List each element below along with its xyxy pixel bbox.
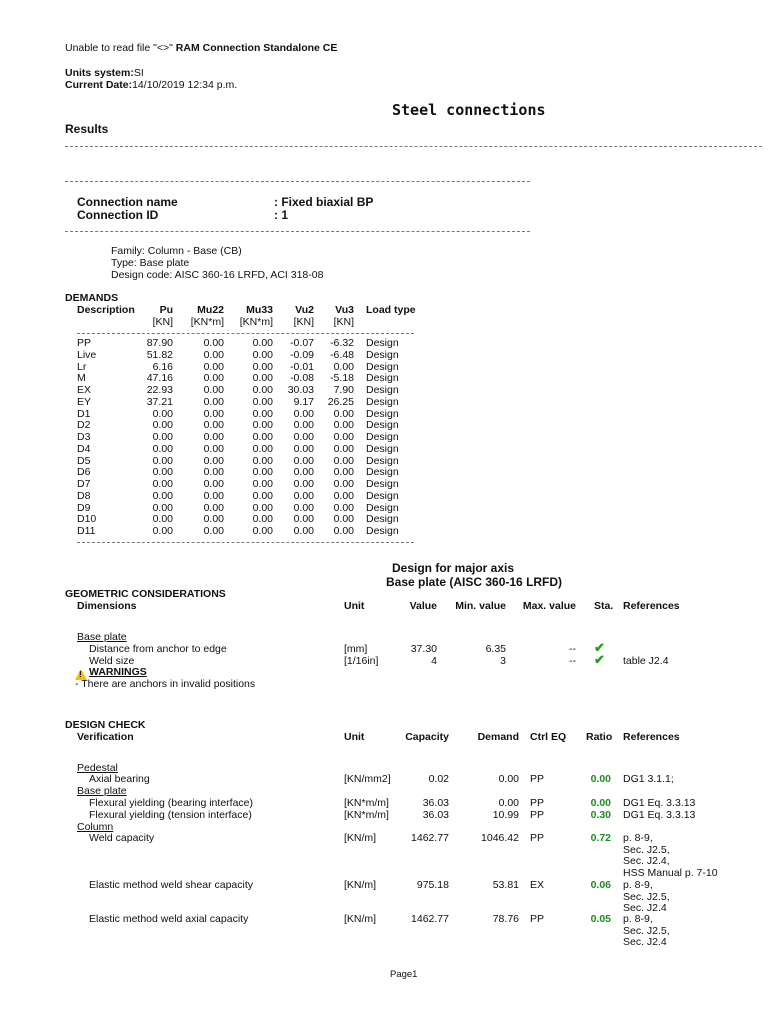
chk-col-demand: Demand: [477, 731, 519, 743]
demand-mu22: 0.00: [203, 454, 224, 467]
demand-vu2: -0.07: [290, 337, 314, 349]
app-name: RAM Connection Standalone CE: [175, 42, 338, 54]
demand-vu2: 0.00: [293, 513, 314, 526]
check-row-demand: 0.00: [498, 773, 519, 785]
divider: [65, 146, 762, 147]
demand-load-type: Design: [366, 348, 399, 361]
chk-col-ctrl-eq: Ctrl EQ: [530, 731, 567, 743]
geo-row-unit: [1/16in]: [344, 655, 379, 667]
demand-mu33: 0.00: [252, 407, 273, 420]
demand-vu2: -0.01: [290, 360, 314, 373]
demand-description: D9: [77, 501, 91, 514]
check-row-unit: [KN*m/m]: [344, 797, 389, 809]
check-row-label: Flexural yielding (tension interface): [89, 809, 252, 821]
demand-pu: 0.00: [152, 431, 173, 443]
check-row-capacity: 36.03: [422, 809, 449, 821]
demand-vu2: 0.00: [293, 442, 314, 455]
demand-vu3: 0.00: [333, 466, 354, 479]
demand-vu3: 0.00: [333, 525, 354, 537]
check-row-ctrl-eq: PP: [530, 773, 545, 785]
check-row-demand: 1046.42: [481, 832, 519, 844]
connection-name-value: : Fixed biaxial BP: [274, 195, 374, 209]
demand-vu3: 0.00: [333, 513, 354, 526]
demand-load-type: Design: [366, 419, 399, 432]
demand-pu: 87.90: [146, 337, 173, 349]
demand-row: [77, 385, 414, 397]
geo-col-value: Value: [409, 600, 437, 612]
geometric-heading: GEOMETRIC CONSIDERATIONS: [65, 588, 226, 600]
demand-description: D10: [77, 513, 97, 526]
demand-vu2: -0.08: [290, 372, 314, 385]
check-row-demand: 10.99: [492, 809, 519, 821]
warning-text: - There are anchors in invalid positions: [75, 678, 256, 690]
check-row-unit: [KN/m]: [344, 913, 377, 925]
demand-vu3: 0.00: [333, 360, 354, 373]
demand-mu22: 0.00: [203, 337, 224, 349]
check-row-reference: p. 8-9,: [623, 832, 653, 844]
demand-mu33: 0.00: [252, 431, 273, 443]
demands-col-mu22: Mu22: [197, 304, 224, 316]
demand-mu22: 0.00: [203, 525, 224, 537]
connection-name-label: Connection name: [77, 195, 178, 209]
demand-pu: 0.00: [152, 525, 173, 537]
check-row-capacity: 1462.77: [411, 913, 449, 925]
demand-mu22: 0.00: [203, 360, 224, 373]
demand-description: D7: [77, 478, 91, 490]
check-row-reference: DG1 Eq. 3.3.13: [623, 797, 696, 809]
demand-row: [77, 338, 414, 350]
check-row-unit: [KN*m/m]: [344, 809, 389, 821]
demand-vu3: -6.32: [330, 337, 354, 349]
demand-vu2: 0.00: [293, 419, 314, 432]
type-text: Type: Base plate: [111, 257, 190, 269]
demand-pu: 0.00: [152, 454, 173, 467]
demand-mu33: 0.00: [252, 466, 273, 479]
demand-load-type: Design: [366, 337, 399, 349]
chk-group-column: Column: [77, 821, 114, 833]
demand-load-type: Design: [366, 372, 399, 385]
units-value: SI: [133, 67, 144, 79]
unit-vu3: [KN]: [333, 316, 354, 328]
check-row-capacity: 975.18: [416, 879, 449, 891]
demand-row: [77, 362, 414, 374]
demand-vu2: 0.00: [293, 501, 314, 514]
check-row-reference: p. 8-9,: [623, 879, 653, 891]
demand-description: D6: [77, 466, 91, 479]
demand-mu22: 0.00: [203, 501, 224, 514]
geo-row-min: 6.35: [485, 643, 506, 655]
check-row-unit: [KN/m]: [344, 832, 377, 844]
demand-load-type: Design: [366, 395, 399, 408]
demand-mu22: 0.00: [203, 384, 224, 396]
check-row-ctrl-eq: PP: [530, 797, 545, 809]
demand-row: [77, 397, 414, 409]
unit-mu22: [KN*m]: [190, 316, 224, 328]
demand-mu33: 0.00: [252, 395, 273, 408]
check-row-capacity: 1462.77: [411, 832, 449, 844]
demand-vu3: 0.00: [333, 501, 354, 514]
demand-mu33: 0.00: [252, 525, 273, 537]
check-row-ratio: 0.00: [590, 773, 611, 785]
demand-mu33: 0.00: [252, 384, 273, 396]
divider: [77, 542, 414, 543]
demands-col-load-type: Load type: [366, 304, 416, 316]
check-row-ratio: 0.30: [590, 809, 611, 821]
demands-col-description: Description: [77, 304, 135, 316]
demand-load-type: Design: [366, 360, 399, 373]
geo-col-max: Max. value: [522, 600, 576, 612]
check-row-reference: Sec. J2.5,: [623, 924, 670, 937]
demand-mu33: 0.00: [252, 337, 273, 349]
geo-row-value: 4: [431, 655, 437, 667]
demand-vu2: 0.00: [293, 525, 314, 537]
demand-load-type: Design: [366, 407, 399, 420]
check-row-demand: 0.00: [498, 797, 519, 809]
demand-description: M: [77, 372, 86, 385]
check-row-ctrl-eq: PP: [530, 913, 545, 925]
demand-vu3: 7.90: [333, 384, 354, 396]
demand-description: Live: [77, 348, 97, 361]
demand-vu2: 0.00: [293, 478, 314, 490]
demand-row: [77, 514, 414, 526]
demand-pu: 37.21: [146, 395, 173, 408]
unit-mu33: [KN*m]: [239, 316, 273, 328]
check-icon: ✔: [594, 652, 605, 667]
demand-vu3: 0.00: [333, 454, 354, 467]
check-row-label: Flexural yielding (bearing interface): [89, 797, 253, 809]
demand-mu22: 0.00: [203, 348, 224, 361]
demand-description: D5: [77, 454, 91, 467]
geo-row-max: --: [569, 643, 576, 655]
demand-pu: 0.00: [152, 501, 173, 514]
page-title: Steel connections: [392, 101, 546, 119]
demand-vu3: 0.00: [333, 431, 354, 443]
demand-mu22: 0.00: [203, 431, 224, 443]
demand-vu2: 0.00: [293, 407, 314, 420]
date-value: 14/10/2019 12:34 p.m.: [132, 79, 238, 91]
check-icon: ✔: [594, 640, 605, 655]
demand-mu22: 0.00: [203, 407, 224, 420]
demands-heading: DEMANDS: [65, 292, 119, 304]
chk-col-unit: Unit: [344, 731, 365, 743]
check-row-reference: p. 8-9,: [623, 913, 653, 925]
demand-description: D3: [77, 431, 91, 443]
demand-description: D8: [77, 489, 91, 502]
check-row-unit: [KN/mm2]: [344, 773, 391, 785]
check-row-label: Weld capacity: [89, 832, 155, 844]
check-row-ctrl-eq: PP: [530, 832, 545, 844]
check-row-ratio: 0.00: [590, 797, 611, 809]
demand-load-type: Design: [366, 466, 399, 479]
demand-vu2: -0.09: [290, 348, 314, 361]
demand-mu22: 0.00: [203, 513, 224, 526]
design-subtitle: Base plate (AISC 360-16 LRFD): [386, 575, 563, 589]
header-line: [65, 42, 337, 54]
chk-group-base-plate: Base plate: [77, 785, 127, 797]
demand-description: EY: [77, 395, 92, 408]
demand-row: [77, 456, 414, 468]
check-row-reference: Sec. J2.4: [623, 936, 667, 949]
chk-col-ratio: Ratio: [586, 731, 613, 743]
check-row-ctrl-eq: EX: [530, 879, 545, 891]
check-row-capacity: 36.03: [422, 797, 449, 809]
divider: [65, 231, 530, 232]
design-code-text: Design code: AISC 360-16 LRFD, ACI 318-08: [111, 269, 324, 281]
geo-col-dimensions: Dimensions: [77, 600, 137, 612]
geo-row-label: Weld size: [89, 655, 135, 667]
demand-description: D2: [77, 419, 91, 432]
geo-row-ref: table J2.4: [623, 655, 669, 667]
demand-vu2: 9.17: [293, 395, 314, 408]
geo-row-unit: [mm]: [344, 643, 368, 655]
divider: [65, 181, 530, 182]
demand-load-type: Design: [366, 501, 399, 514]
demand-mu33: 0.00: [252, 501, 273, 514]
demand-mu33: 0.00: [252, 372, 273, 385]
demand-load-type: Design: [366, 478, 399, 490]
check-row-capacity: 0.02: [428, 773, 449, 785]
demand-mu33: 0.00: [252, 478, 273, 490]
demand-mu22: 0.00: [203, 419, 224, 432]
demand-vu2: 0.00: [293, 454, 314, 467]
demand-vu3: 0.00: [333, 442, 354, 455]
demand-pu: 0.00: [152, 442, 173, 455]
demand-pu: 47.16: [146, 372, 173, 385]
demand-pu: 0.00: [152, 466, 173, 479]
geo-row-label: Distance from anchor to edge: [89, 643, 227, 655]
demand-row: [77, 479, 414, 491]
demand-mu33: 0.00: [252, 489, 273, 502]
unit-vu2: [KN]: [293, 316, 314, 328]
check-row-ratio: 0.06: [590, 879, 611, 891]
demand-mu22: 0.00: [203, 395, 224, 408]
demand-row: [77, 432, 414, 444]
check-row-reference: Sec. J2.5,: [623, 843, 670, 856]
demand-pu: 0.00: [152, 419, 173, 432]
check-row-reference: Sec. J2.5,: [623, 890, 670, 903]
check-row-reference: DG1 3.1.1;: [623, 773, 674, 785]
demand-pu: 22.93: [146, 384, 173, 396]
date-line: [65, 79, 237, 91]
demand-vu2: 0.00: [293, 466, 314, 479]
demand-vu2: 0.00: [293, 431, 314, 443]
demand-vu3: -5.18: [330, 372, 354, 385]
check-row-reference: Sec. J2.4,: [623, 855, 670, 868]
warnings-label: WARNINGS: [89, 666, 147, 678]
page-number: Page1: [390, 969, 418, 980]
demand-vu3: 0.00: [333, 407, 354, 420]
demand-mu33: 0.00: [252, 513, 273, 526]
check-row-reference: HSS Manual p. 7-10: [623, 867, 718, 880]
connection-id-value: : 1: [274, 208, 289, 222]
demand-row: [77, 420, 414, 432]
demands-col-vu3: Vu3: [335, 304, 354, 316]
geo-col-unit: Unit: [344, 600, 365, 612]
chk-col-verification: Verification: [77, 731, 134, 743]
demand-pu: 6.16: [152, 360, 173, 373]
demand-row: [77, 491, 414, 503]
demand-row: [77, 373, 414, 385]
geo-group-base-plate: Base plate: [77, 631, 127, 643]
check-row-ctrl-eq: PP: [530, 809, 545, 821]
family-text: Family: Column - Base (CB): [111, 245, 242, 257]
demand-vu3: 0.00: [333, 478, 354, 490]
demand-mu33: 0.00: [252, 454, 273, 467]
demand-mu33: 0.00: [252, 348, 273, 361]
warning-icon: !: [75, 669, 87, 680]
demand-description: Lr: [77, 360, 87, 373]
design-title: Design for major axis: [392, 561, 515, 575]
demand-description: D4: [77, 442, 91, 455]
demand-description: D1: [77, 407, 91, 420]
geo-col-min: Min. value: [455, 600, 506, 612]
check-row-demand: 53.81: [492, 879, 519, 891]
demand-mu22: 0.00: [203, 478, 224, 490]
demand-vu2: 30.03: [287, 384, 314, 396]
date-label: Current Date:: [65, 79, 133, 91]
check-row-ratio: 0.05: [590, 913, 611, 925]
demand-description: EX: [77, 384, 92, 396]
demand-description: PP: [77, 337, 92, 349]
demand-vu3: 0.00: [333, 419, 354, 432]
geo-col-references: References: [623, 600, 680, 612]
demand-pu: 0.00: [152, 489, 173, 502]
connection-id-label: Connection ID: [77, 208, 159, 222]
demand-pu: 0.00: [152, 407, 173, 420]
demands-col-pu: Pu: [159, 304, 173, 316]
demand-row: [77, 409, 414, 421]
demand-row: [77, 467, 414, 479]
check-row-ratio: 0.72: [590, 832, 611, 844]
check-row-demand: 78.76: [492, 913, 519, 925]
demand-pu: 0.00: [152, 513, 173, 526]
demand-load-type: Design: [366, 525, 399, 537]
chk-group-pedestal: Pedestal: [77, 762, 118, 774]
chk-col-references: References: [623, 731, 680, 743]
check-row-label: Elastic method weld shear capacity: [89, 879, 253, 891]
demand-row: [77, 503, 414, 515]
check-row-unit: [KN/m]: [344, 879, 377, 891]
check-row-reference: DG1 Eq. 3.3.13: [623, 809, 696, 821]
demand-load-type: Design: [366, 513, 399, 526]
demand-vu3: 26.25: [327, 395, 354, 408]
units-line: [65, 67, 144, 79]
demand-mu33: 0.00: [252, 360, 273, 373]
demand-vu3: -6.48: [330, 348, 354, 361]
check-row-label: Elastic method weld axial capacity: [89, 913, 249, 925]
demands-col-mu33: Mu33: [246, 304, 273, 316]
demand-row: [77, 350, 414, 362]
demand-load-type: Design: [366, 431, 399, 443]
demand-mu22: 0.00: [203, 372, 224, 385]
demand-mu22: 0.00: [203, 466, 224, 479]
demand-vu2: 0.00: [293, 489, 314, 502]
demand-mu22: 0.00: [203, 442, 224, 455]
demand-mu33: 0.00: [252, 442, 273, 455]
demand-load-type: Design: [366, 489, 399, 502]
geo-row-value: 37.30: [410, 643, 437, 655]
demand-pu: 0.00: [152, 478, 173, 490]
demand-pu: 51.82: [146, 348, 173, 361]
geo-col-status: Sta.: [594, 600, 614, 612]
demand-vu3: 0.00: [333, 489, 354, 502]
demand-mu22: 0.00: [203, 489, 224, 502]
demand-load-type: Design: [366, 384, 399, 396]
demands-table: [77, 338, 414, 538]
demands-col-vu2: Vu2: [295, 304, 314, 316]
results-heading: Results: [65, 122, 109, 136]
units-label: Units system:: [65, 67, 134, 79]
demand-row: [77, 526, 414, 538]
divider: [77, 333, 414, 334]
chk-col-capacity: Capacity: [405, 731, 449, 743]
check-row-label: Axial bearing: [89, 773, 150, 785]
demand-mu33: 0.00: [252, 419, 273, 432]
geo-row-min: 3: [500, 655, 506, 667]
demand-load-type: Design: [366, 454, 399, 467]
geo-row-max: --: [569, 655, 576, 667]
unit-pu: [KN]: [152, 316, 173, 328]
design-check-heading: DESIGN CHECK: [65, 719, 146, 731]
check-row-reference: Sec. J2.4: [623, 902, 667, 915]
demand-description: D11: [77, 525, 96, 537]
unable-text: Unable to read file "<>": [65, 42, 173, 54]
demand-load-type: Design: [366, 442, 399, 455]
demand-row: [77, 444, 414, 456]
